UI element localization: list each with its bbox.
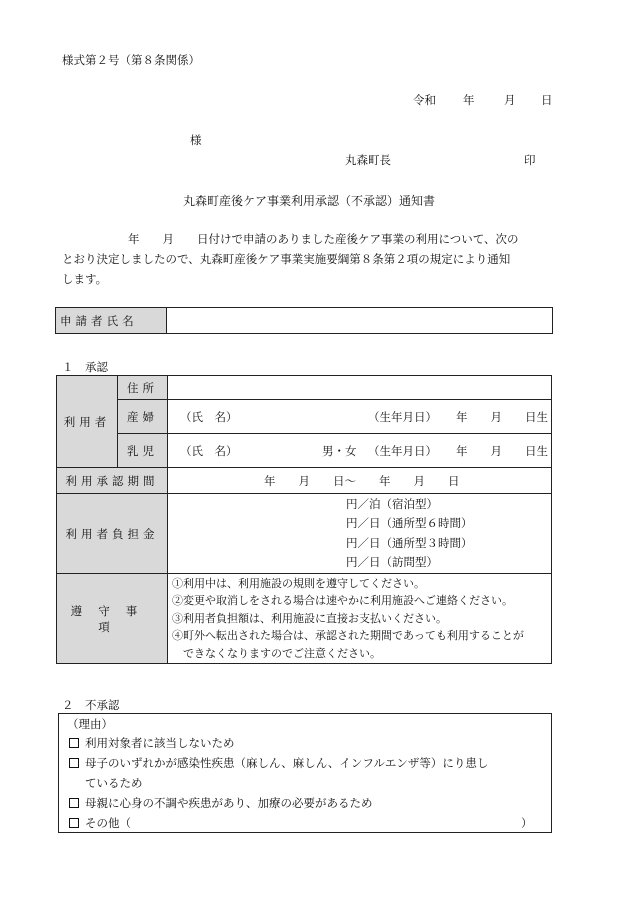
rule-2: ②変更や取消しをされる場合は速やかに利用施設へご連絡ください。 — [172, 594, 513, 608]
cost-overnight: 円／泊（宿泊型） — [346, 496, 438, 511]
period-row[interactable] — [168, 468, 552, 494]
rule-4-cont: できなくなりますのでご注意ください。 — [172, 646, 381, 660]
rule-4: ④町外へ転出された場合は、承認された期間であっても利用することが — [172, 629, 524, 643]
address-field[interactable] — [168, 376, 552, 400]
infant-name-label: （氏 名） — [180, 443, 238, 458]
body-line-2: とおり決定しましたので、丸森町産後ケア事業実施要綱第８条第２項の規定により通知 — [62, 252, 511, 266]
user-label: 利用者 — [57, 376, 118, 468]
rejection-box — [58, 713, 552, 833]
period-label: 利用承認期間 — [57, 468, 168, 494]
cost-day-3h: 円／日（通所型３時間） — [346, 535, 473, 550]
form-label: 様式第２号（第８条関係） — [62, 53, 200, 67]
mother-name-label: （氏 名） — [180, 409, 238, 424]
cost-visit: 円／日（訪問型） — [346, 555, 438, 569]
checkbox-icon[interactable] — [69, 818, 79, 828]
checkbox-icon[interactable] — [69, 758, 79, 768]
reason-item-3[interactable]: 母親に心身の不調や疾患があり、加療の必要があるため — [69, 795, 373, 811]
rule-3: ③利用者負担額は、利用施設に直接お支払いください。 — [172, 611, 447, 625]
reason-item-2-cont: ているため — [85, 776, 143, 790]
date-day: 日 — [541, 93, 553, 107]
approval-table — [56, 375, 552, 664]
cost-cell[interactable] — [168, 494, 552, 574]
rule-1: ①利用中は、利用施設の規則を遵守してください。 — [172, 576, 425, 590]
applicant-table — [55, 307, 553, 334]
rules-cell — [168, 574, 552, 664]
applicant-name-field[interactable] — [167, 308, 553, 334]
reason-item-4[interactable]: その他（ — [69, 815, 131, 831]
mother-dob-label: （生年月日） — [368, 409, 437, 424]
issuer: 丸森町長 — [345, 153, 391, 167]
body-line-3: します。 — [62, 272, 108, 286]
reason-item-1[interactable]: 利用対象者に該当しないため — [69, 735, 235, 751]
cost-day-6h: 円／日（通所型６時間） — [346, 516, 473, 530]
infant-dob-label: （生年月日） — [368, 443, 437, 458]
reason-item-2[interactable]: 母子のいずれかが感染性疾患（麻しん、麻しん、インフルエンザ等）にり患し — [69, 755, 488, 771]
infant-dob-ymd: 年 月 日生 — [456, 443, 548, 458]
infant-row[interactable] — [168, 434, 552, 468]
cost-label: 利用者負担金 — [57, 494, 168, 574]
checkbox-icon[interactable] — [69, 798, 79, 808]
mother-dob-ymd: 年 月 日生 — [456, 409, 548, 424]
infant-label: 乳児 — [118, 434, 168, 468]
applicant-label: 申請者氏名 — [56, 308, 167, 334]
document-title: 丸森町産後ケア事業利用承認（不承認）通知書 — [183, 194, 436, 208]
section1-heading: １ 承認 — [62, 360, 108, 374]
mother-row[interactable] — [168, 400, 552, 434]
reason-label: （理由） — [67, 717, 113, 731]
other-close-paren: ） — [521, 816, 533, 830]
section2-heading: ２ 不承認 — [62, 698, 120, 712]
mother-label: 産婦 — [118, 400, 168, 434]
seal-mark: 印 — [524, 153, 536, 167]
rules-label: 遵守事項 — [57, 574, 168, 664]
checkbox-icon[interactable] — [69, 738, 79, 748]
date-year: 年 — [463, 93, 475, 107]
body-line-1: 年 月 日付けで申請のありました産後ケア事業の利用について、次の — [128, 232, 519, 246]
period-value: 年 月 日～ 年 月 日 — [264, 473, 460, 488]
address-label: 住所 — [118, 376, 168, 400]
recipient-suffix: 様 — [190, 133, 202, 147]
infant-sex-label: 男・女 — [322, 443, 357, 458]
date-era: 令和 — [413, 93, 436, 107]
date-month: 月 — [504, 93, 516, 107]
